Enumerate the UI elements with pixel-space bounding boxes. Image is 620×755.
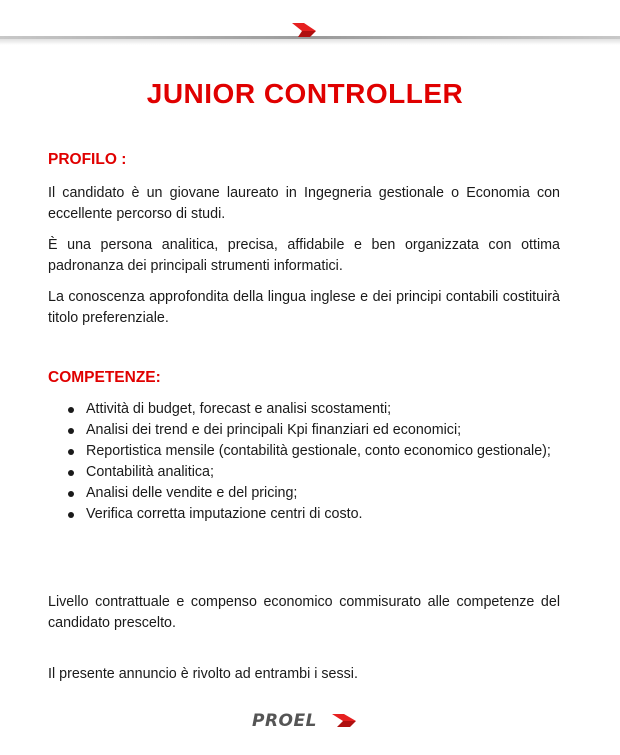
compensation-paragraph: Livello contrattuale e compenso economico commisurato alle competenze del candidato prescelto. xyxy=(48,594,560,631)
profile-heading: PROFILO : xyxy=(48,151,127,168)
list-item: Verifica corretta imputazione centri di costo. xyxy=(68,504,560,525)
bullet-icon xyxy=(68,428,74,434)
bullet-icon xyxy=(68,491,74,497)
equal-opportunity-note: Il presente annuncio è rivolto ad entrambi i sessi. xyxy=(48,666,358,682)
brand-chevron-icon xyxy=(290,22,322,38)
bullet-icon xyxy=(68,449,74,455)
bullet-icon xyxy=(68,470,74,476)
logo-chevron-icon xyxy=(332,714,360,728)
bullet-icon xyxy=(68,407,74,413)
profile-paragraph-2: È una persona analitica, precisa, affidabile e ben organizzata con ottima padronanza dei principali strumenti informatici. xyxy=(48,237,560,274)
skills-list xyxy=(68,399,560,525)
logo-wordmark: PROEL xyxy=(252,711,317,731)
skills-heading: COMPETENZE: xyxy=(48,369,161,386)
list-item: Attività di budget, forecast e analisi scostamenti; xyxy=(68,399,560,420)
profile-paragraph-1: Il candidato è un giovane laureato in Ingegneria gestionale o Economia con eccellente percorso di studi. xyxy=(48,185,560,222)
list-item: Analisi dei trend e dei principali Kpi finanziari ed economici; xyxy=(68,420,560,441)
job-title: JUNIOR CONTROLLER xyxy=(146,78,464,109)
list-item: Reportistica mensile (contabilità gestionale, conto economico gestionale); xyxy=(68,441,560,462)
bullet-icon xyxy=(68,512,74,518)
list-item: Contabilità analitica; xyxy=(68,462,560,483)
profile-paragraph-3: La conoscenza approfondita della lingua inglese e dei principi contabili costituirà titolo preferenziale. xyxy=(48,289,560,326)
list-item: Analisi delle vendite e del pricing; xyxy=(68,483,560,504)
